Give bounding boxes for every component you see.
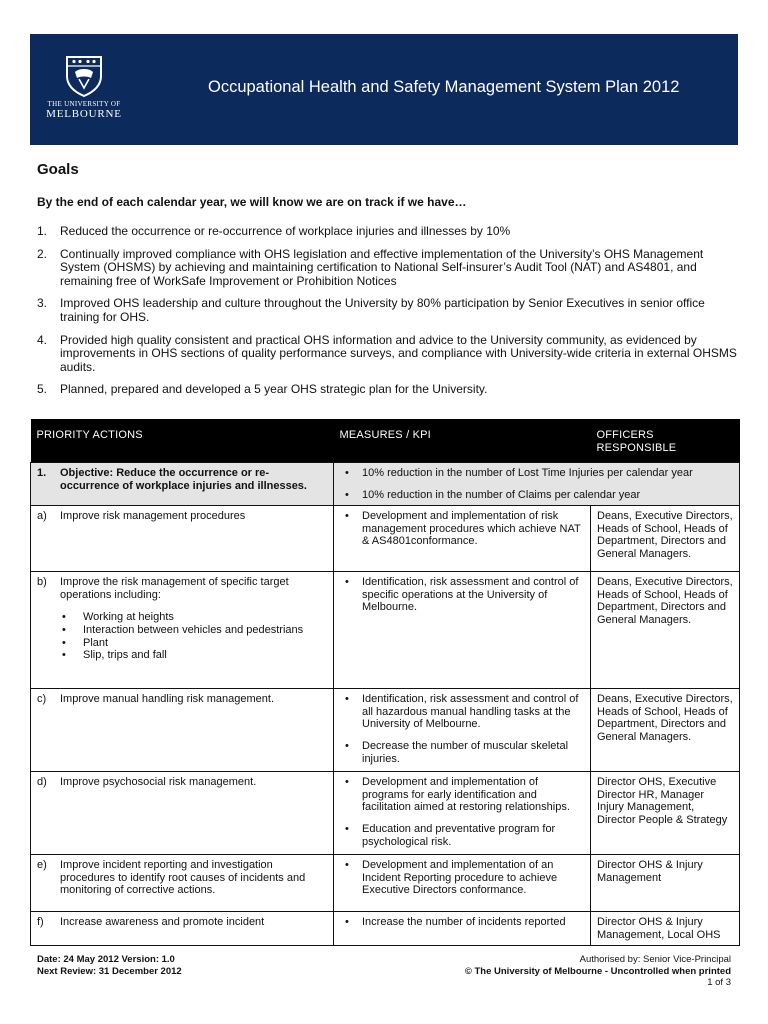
- action-cell: [31, 506, 334, 572]
- goal-number: 3.: [37, 296, 48, 311]
- list-item: • Plant: [60, 637, 327, 650]
- row-label: d): [37, 776, 47, 789]
- measure-item: • Increase the number of incidents reported: [340, 916, 584, 929]
- row-label: b): [37, 576, 47, 589]
- measure-item: • Identification, risk assessment and control of specific operations at the University of Melbourne.: [340, 576, 584, 614]
- objective-cell: [31, 463, 334, 506]
- table-row: [31, 506, 740, 572]
- table-header-row: [31, 419, 740, 463]
- footer-authorised: Authorised by: Senior Vice-Principal: [579, 954, 731, 965]
- officers-cell: Deans, Executive Directors, Heads of School, Heads of Department, Directors and General Managers.: [591, 689, 740, 772]
- measure-item: • 10% reduction in the number of Claims per calendar year: [340, 489, 733, 502]
- objective-measures-cell: [334, 463, 740, 506]
- goal-item: [37, 297, 737, 324]
- officers-cell: Director OHS & Injury Management, Local OHS: [591, 912, 740, 946]
- header-priority-actions: PRIORITY ACTIONS: [31, 419, 334, 463]
- table-row: [31, 572, 740, 689]
- action-text: Improve risk management procedures: [60, 510, 246, 523]
- goal-item: [37, 383, 737, 397]
- footer-right: [465, 954, 731, 989]
- table-row: [31, 772, 740, 855]
- list-item: • Slip, trips and fall: [60, 649, 327, 662]
- crest-icon: [61, 54, 107, 98]
- measure-item: • Development and implementation of risk management procedures which achieve NAT & AS4801conformance.: [340, 510, 584, 548]
- logo-text-melbourne: MELBOURNE: [46, 108, 122, 120]
- row-label: c): [37, 693, 47, 706]
- table-row: [31, 689, 740, 772]
- goal-text: Provided high quality consistent and practical OHS information and advice to the University community, as evidenced by improvements in OHS sections of quality performance surveys, and compliance with University-wide criteria in external OHSMS audits.: [60, 332, 737, 374]
- action-text: Improve psychosocial risk management.: [60, 776, 257, 789]
- footer-copyright: © The University of Melbourne - Uncontrolled when printed: [464, 965, 731, 977]
- goal-number: 4.: [37, 332, 48, 347]
- measures-cell: [334, 912, 591, 946]
- target-operations-list: [60, 611, 327, 661]
- officers-cell: Director OHS, Executive Director HR, Manager Injury Management, Director People & Strategy: [591, 772, 740, 855]
- goals-list: [37, 225, 737, 406]
- measures-cell: [334, 855, 591, 912]
- list-item: • Interaction between vehicles and pedestrians: [60, 624, 327, 637]
- goals-intro: By the end of each calendar year, we will know we are on track if we have…: [37, 195, 467, 209]
- document-title: Occupational Health and Safety Management System Plan 2012: [208, 78, 680, 96]
- action-text: Improve manual handling risk management.: [60, 693, 275, 706]
- row-label: a): [37, 510, 47, 523]
- goal-item: [37, 248, 737, 289]
- row-label: e): [37, 859, 47, 872]
- row-label: f): [37, 916, 44, 929]
- objective-number: 1.: [37, 467, 47, 479]
- action-text: Improve incident reporting and investigation procedures to identify root causes of incidents and monitoring of corrective actions.: [60, 859, 306, 897]
- goal-text: Continually improved compliance with OHS legislation and effective implementation of the University’s OHS Management System (OHSMS) by achieving and maintaining certification to National Self-insurer’s Audit Tool (NAT) and AS4801, and remaining free of WorkSafe Improvement or Prohibition Notices: [60, 246, 704, 288]
- footer-date-version: Date: 24 May 2012 Version: 1.0: [37, 954, 175, 965]
- logo-text-the-university-of: THE UNIVERSITY OF: [47, 100, 121, 108]
- list-item: • Working at heights: [60, 611, 327, 624]
- footer-left: [37, 954, 182, 977]
- action-cell: [31, 772, 334, 855]
- footer-next-review: Next Review: 31 December 2012: [37, 965, 182, 977]
- goal-text: Reduced the occurrence or re-occurrence of workplace injuries and illnesses by 10%: [60, 224, 511, 238]
- measures-cell: [334, 772, 591, 855]
- measure-item: • 10% reduction in the number of Lost Time Injuries per calendar year: [340, 467, 733, 480]
- measures-cell: [334, 572, 591, 689]
- goal-number: 1.: [37, 224, 48, 238]
- measure-item: • Development and implementation of programs for early identification and facilitation aimed at restoring relationships.: [340, 776, 584, 814]
- objective-row: [31, 463, 740, 506]
- measure-item: • Identification, risk assessment and control of all hazardous manual handling tasks at the University of Melbourne.: [340, 693, 584, 731]
- measures-cell: [334, 689, 591, 772]
- action-cell: [31, 912, 334, 946]
- goal-item: [37, 225, 737, 239]
- measures-cell: [334, 506, 591, 572]
- goal-number: 5.: [37, 382, 48, 397]
- action-cell: [31, 689, 334, 772]
- header-banner: [30, 34, 738, 145]
- action-text: Improve the risk management of specific target operations including:: [60, 576, 289, 601]
- header-measures-kpi: MEASURES / KPI: [334, 419, 591, 463]
- goal-number: 2.: [37, 246, 48, 261]
- officers-cell: Deans, Executive Directors, Heads of School, Heads of Department, Directors and General Managers.: [591, 506, 740, 572]
- action-cell: [31, 572, 334, 689]
- objective-text: Objective: Reduce the occurrence or re-occurrence of workplace injuries and illnesses.: [60, 467, 307, 492]
- university-logo: [44, 54, 124, 134]
- measure-item: • Education and preventative program for psychological risk.: [340, 823, 584, 848]
- goal-text: Improved OHS leadership and culture throughout the University by 80% participation by Senior Executives in senior office training for OHS.: [60, 296, 705, 324]
- page-number: 1 of 3: [707, 977, 731, 988]
- action-text: Increase awareness and promote incident: [60, 916, 265, 929]
- goal-item: [37, 334, 737, 375]
- priority-actions-table: [30, 419, 740, 946]
- officers-cell: Director OHS & Injury Management: [591, 855, 740, 912]
- action-cell: [31, 855, 334, 912]
- goal-text: Planned, prepared and developed a 5 year OHS strategic plan for the University.: [60, 382, 488, 397]
- goals-heading: Goals: [37, 161, 79, 178]
- officers-cell: Deans, Executive Directors, Heads of School, Heads of Department, Directors and General Managers.: [591, 572, 740, 689]
- measure-item: • Development and implementation of an Incident Reporting procedure to achieve Executive Directors conformance.: [340, 859, 584, 897]
- table-row: [31, 912, 740, 946]
- table-row: [31, 855, 740, 912]
- header-officers-responsible: OFFICERS RESPONSIBLE: [591, 419, 740, 463]
- measure-item: • Decrease the number of muscular skeletal injuries.: [340, 740, 584, 765]
